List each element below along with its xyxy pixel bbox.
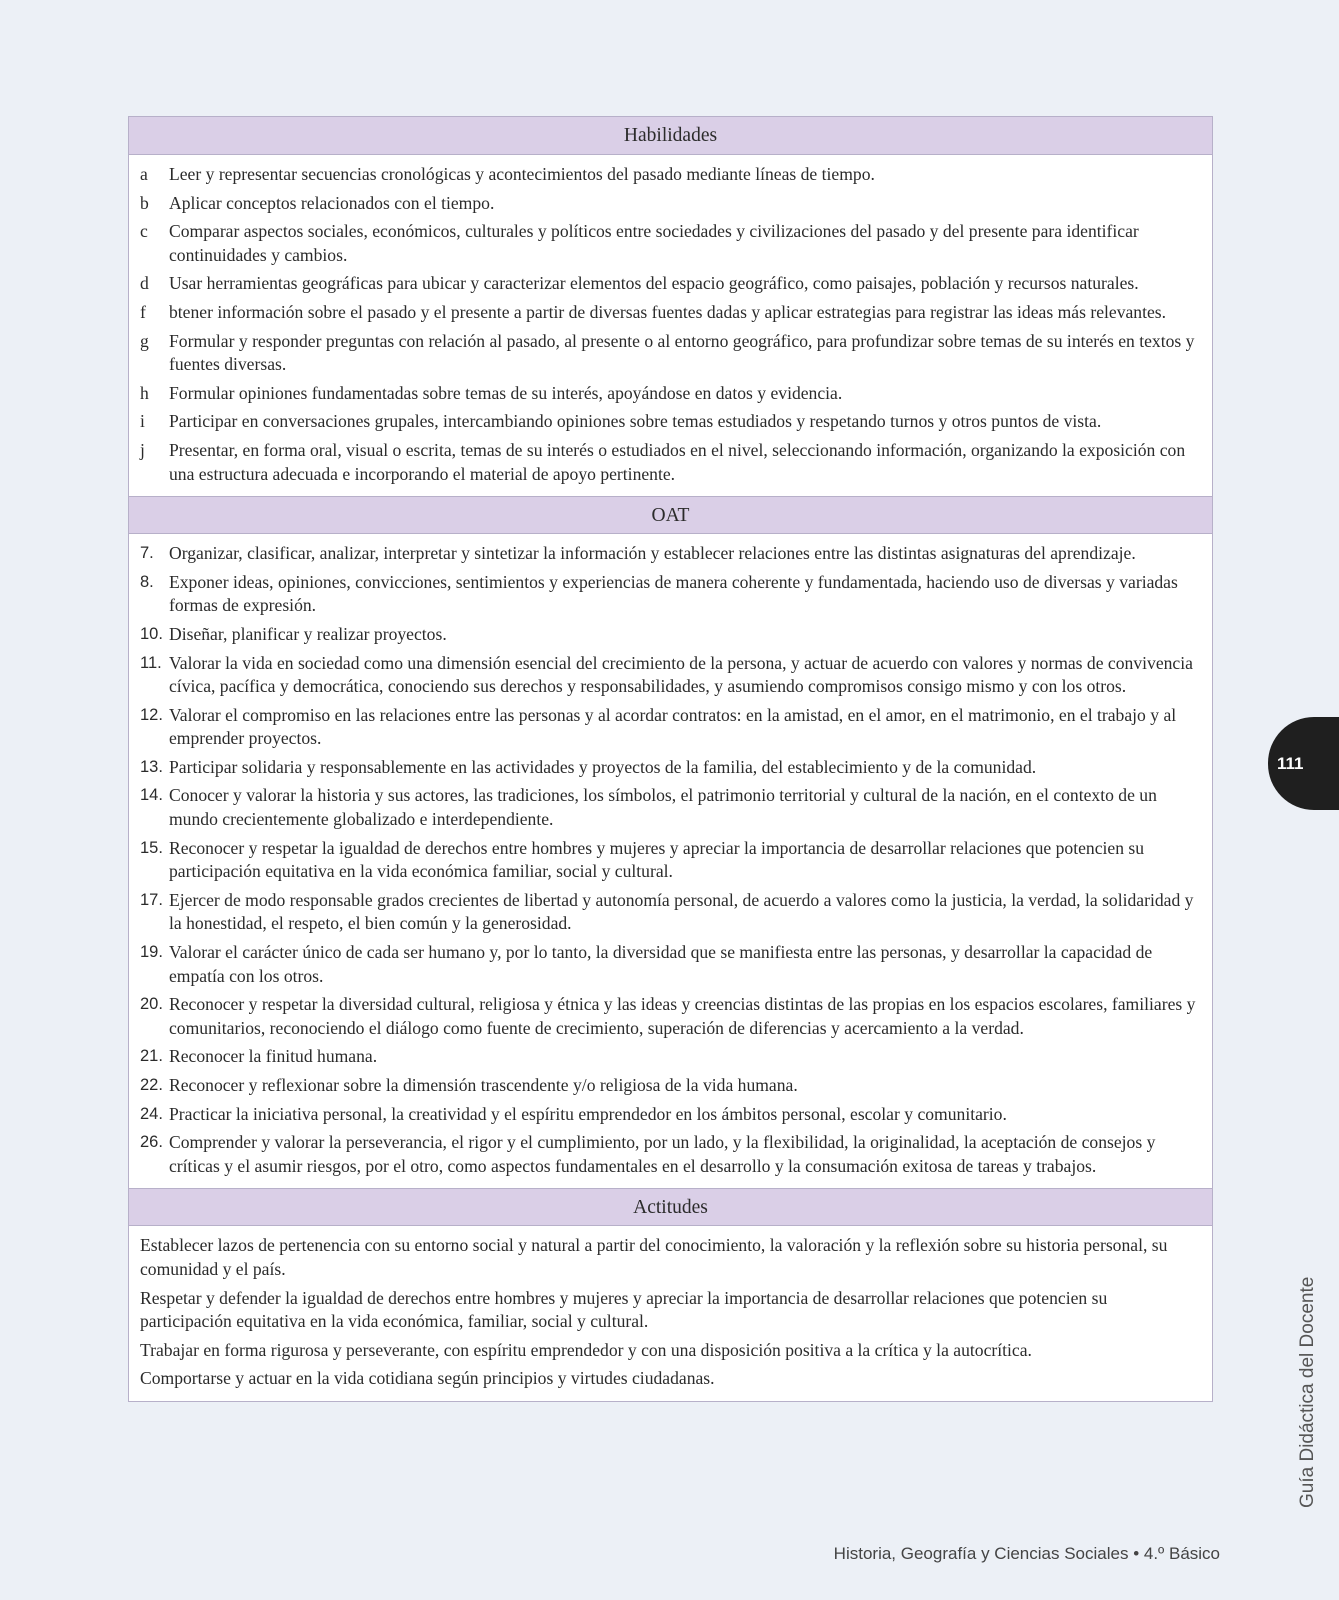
item-letter: g	[140, 330, 149, 351]
item-number: 7.	[140, 544, 154, 563]
page-number-tab	[1268, 717, 1339, 810]
item-letter: h	[140, 382, 149, 403]
item-letter: i	[140, 411, 145, 432]
item-text: Ejercer de modo responsable grados crecientes de libertad y autonomía personal, de acuerdo a valores como la justicia, la verdad, la solidaridad y la honestidad, el respeto, el bien común y la generosidad.	[169, 889, 1194, 934]
oat-item	[140, 756, 1200, 780]
page-footer: Historia, Geografía y Ciencias Sociales • 4.º Básico	[833, 1544, 1220, 1563]
actitud-item: Establecer lazos de pertenencia con su entorno social y natural a partir del conocimiento, la valoración y la reflexión sobre su historia personal, su comunidad y el país.	[140, 1235, 1168, 1279]
curriculum-table	[128, 116, 1213, 1402]
item-text: btener información sobre el pasado y el presente a partir de diversas fuentes dadas y aplicar estrategias para registrar las ideas más relevantes.	[169, 301, 1167, 322]
item-number: 21.	[140, 1047, 163, 1066]
actitud-item: Comportarse y actuar en la vida cotidiana según principios y virtudes ciudadanas.	[140, 1368, 715, 1389]
habilidades-header: Habilidades	[129, 117, 1212, 155]
item-number: 8.	[140, 572, 154, 591]
page-number: 111	[1277, 754, 1304, 773]
item-number: 20.	[140, 995, 163, 1014]
item-text: Participar en conversaciones grupales, intercambiando opiniones sobre temas estudiados y respetando turnos y otros puntos de vista.	[169, 411, 1102, 432]
item-text: Reconocer y respetar la diversidad cultural, religiosa y étnica y las ideas y creencias distintas de las propias en los espacios escolares, familiares y comunitarios, reconociendo el diálogo como fuente de crecimiento, superación de diferencias y acercamiento a la verdad.	[169, 994, 1196, 1038]
oat-list	[129, 534, 1212, 1188]
oat-item	[140, 784, 1200, 831]
oat-item	[140, 1045, 1200, 1069]
oat-item	[140, 704, 1200, 751]
oat-item	[140, 623, 1200, 647]
oat-item	[140, 889, 1200, 936]
item-text: Usar herramientas geográficas para ubicar y caracterizar elementos del espacio geográfico, como paisajes, población y recursos naturales.	[169, 273, 1139, 294]
item-number: 11.	[140, 653, 162, 672]
item-text: Valorar el carácter único de cada ser humano y, por lo tanto, la diversidad que se manifiesta entre las personas, y desarrollar la capacidad de empatía con los otros.	[169, 942, 1153, 986]
item-text: Reconocer y respetar la igualdad de derechos entre hombres y mujeres y apreciar la importancia de desarrollar relaciones que potencien su participación equitativa en la vida económica familiar, social y cultural.	[169, 837, 1145, 882]
item-text: Comprender y valorar la perseverancia, el rigor y el cumplimiento, por un lado, y la flexibilidad, la originalidad, la aceptación de consejos y críticas y el asumir riesgos, por el otro, como aspectos fundamentales en el desarrollo y la consumación exitosa de tareas y trabajos.	[169, 1132, 1156, 1176]
item-text: Formular y responder preguntas con relación al pasado, al presente o al entorno geográfico, para profundizar sobre temas de su interés en textos y fuentes diversas.	[169, 330, 1195, 375]
oat-item	[140, 1074, 1200, 1098]
oat-item	[140, 1131, 1200, 1178]
item-text: Diseñar, planificar y realizar proyectos.	[169, 623, 447, 644]
item-text: Conocer y valorar la historia y sus actores, las tradiciones, los símbolos, el patrimonio territorial y cultural de la nación, en el contexto de un mundo crecientemente globalizado e interdependiente.	[169, 785, 1157, 830]
item-text: Participar solidaria y responsablemente en las actividades y proyectos de la familia, del establecimiento y de la comunidad.	[169, 756, 1037, 777]
habilidad-item	[140, 192, 1200, 216]
item-text: Exponer ideas, opiniones, convicciones, sentimientos y experiencias de manera coherente y fundamentada, haciendo uso de diversas y variadas formas de expresión.	[169, 571, 1178, 616]
item-text: Reconocer la finitud humana.	[169, 1046, 378, 1067]
item-number: 24.	[140, 1104, 163, 1123]
item-number: 10.	[140, 624, 163, 643]
item-number: 14.	[140, 786, 163, 805]
actitudes-header: Actitudes	[129, 1188, 1212, 1226]
oat-item	[140, 941, 1200, 988]
habilidad-item	[140, 272, 1200, 296]
item-text: Leer y representar secuencias cronológicas y acontecimientos del pasado mediante líneas de tiempo.	[169, 164, 875, 184]
item-number: 26.	[140, 1133, 163, 1152]
item-number: 15.	[140, 838, 163, 857]
item-letter: a	[140, 164, 148, 184]
item-text: Aplicar conceptos relacionados con el tiempo.	[169, 192, 495, 213]
item-text: Comparar aspectos sociales, económicos, culturales y políticos entre sociedades y civilizaciones del pasado y del presente para identificar continuidades y cambios.	[169, 221, 1139, 265]
actitud-item: Respetar y defender la igualdad de derechos entre hombres y mujeres y apreciar la importancia de desarrollar relaciones que potencien su participación equitativa en la vida económica, familiar, social y cultural.	[140, 1287, 1108, 1332]
side-running-title: Guía Didáctica del Docente	[1297, 1276, 1318, 1508]
habilidad-item	[140, 410, 1200, 434]
oat-item	[140, 837, 1200, 884]
item-text: Presentar, en forma oral, visual o escrita, temas de su interés o estudiados en el nivel, seleccionando información, organizando la exposición con una estructura adecuada e incorporando el material de apoyo pertinente.	[169, 439, 1186, 484]
item-letter: f	[140, 301, 146, 322]
item-number: 17.	[140, 890, 163, 909]
habilidades-list	[129, 155, 1212, 496]
item-letter: d	[140, 273, 149, 294]
item-letter: b	[140, 192, 149, 213]
oat-item	[140, 993, 1200, 1040]
item-number: 12.	[140, 705, 163, 724]
actitud-item: Trabajar en forma rigurosa y perseverante, con espíritu emprendedor y con una disposición positiva a la crítica y la autocrítica.	[140, 1339, 1032, 1360]
item-number: 22.	[140, 1076, 163, 1094]
item-text: Practicar la iniciativa personal, la creatividad y el espíritu emprendedor en los ámbitos personal, escolar y comunitario.	[169, 1103, 1007, 1124]
habilidad-item	[140, 382, 1200, 406]
oat-item	[140, 652, 1200, 699]
item-text: Reconocer y reflexionar sobre la dimensión trascendente y/o religiosa de la vida humana.	[169, 1075, 798, 1095]
habilidad-item	[140, 301, 1200, 325]
oat-item	[140, 1103, 1200, 1127]
habilidad-item	[140, 330, 1200, 377]
item-number: 19.	[140, 943, 163, 962]
item-text: Valorar el compromiso en las relaciones entre las personas y al acordar contratos: en la amistad, en el amor, en el matrimonio, en el trabajo y al emprender proyectos.	[169, 704, 1177, 749]
actitudes-list	[129, 1226, 1212, 1401]
item-letter: c	[140, 221, 148, 242]
habilidad-item	[140, 220, 1200, 267]
oat-item	[140, 542, 1200, 566]
item-text: Valorar la vida en sociedad como una dimensión esencial del crecimiento de la persona, y actuar de acuerdo con valores y normas de convivencia cívica, pacífica y democrática, conociendo sus derechos y responsabilidades, y asumiendo compromisos consigo mismo y con los otros.	[169, 652, 1193, 697]
item-text: Organizar, clasificar, analizar, interpretar y sintetizar la información y establecer relaciones entre las distintas asignaturas del aprendizaje.	[169, 543, 1136, 564]
habilidad-item	[140, 439, 1200, 486]
oat-header: OAT	[129, 496, 1212, 534]
item-letter: j	[140, 439, 145, 460]
oat-item	[140, 571, 1200, 618]
item-text: Formular opiniones fundamentadas sobre temas de su interés, apoyándose en datos y evidencia.	[169, 382, 843, 403]
habilidad-item	[140, 163, 1200, 187]
item-number: 13.	[140, 757, 163, 776]
